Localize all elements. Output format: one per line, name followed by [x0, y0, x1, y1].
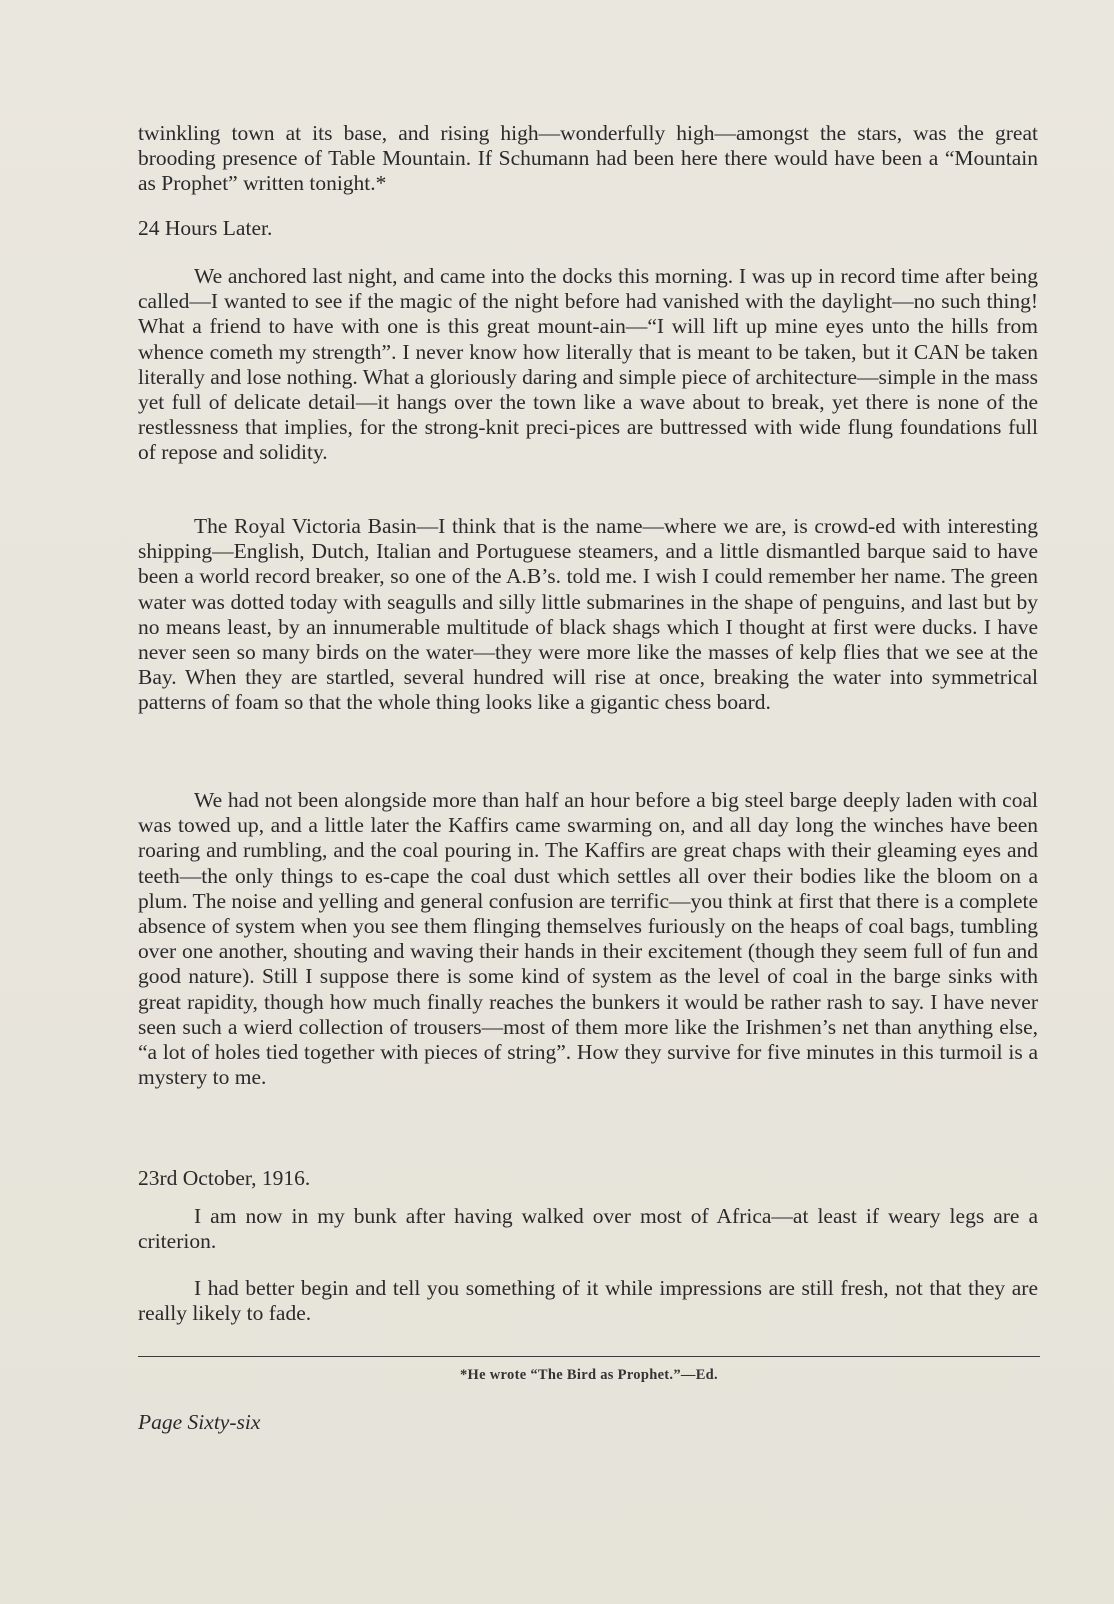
paragraph-text: The Royal Victoria Basin—I think that is the name—where we are, is crowd-ed with interesting shipping—English, Dutch, Italian and Portuguese steamers, and a little dismantled barque said to have been a world record breaker, so one of the A.B’s. told me. I wish I could remember her name. The green water was dotted today with seagulls and silly little submarines in the shape of penguins, and last but by no means least, by an innumerable multitude of black shags which I thought at first were ducks. I have never seen so many birds on the water—they were more like the masses of kelp flies that we see at the Bay. When they are startled, several hundred will rise at once, breaking the water into symmetrical patterns of foam so that the whole thing looks like a gigantic chess board. — [138, 514, 1038, 715]
paragraph-text: We anchored last night, and came into the docks this morning. I was up in record time after being called—I wanted to see if the magic of the night before had vanished with the daylight—no such thing! What a friend to have with one is this great mount-ain—“I will lift up mine eyes unto the hills from whence cometh my strength”. I never know how literally that is meant to be taken, but it CAN be taken literally and lose nothing. What a gloriously daring and simple piece of architecture—simple in the mass yet full of delicate detail—it hangs over the town like a wave about to break, yet there is none of the restlessness that implies, for the strong-knit preci-pices are buttressed with wide flung foundations full of repose and solidity. — [138, 264, 1038, 465]
paragraph-text: I am now in my bunk after having walked over most of Africa—at least if weary legs are a criterion. — [138, 1204, 1038, 1254]
paragraph-table-mountain — [138, 121, 1038, 197]
footnote-divider — [138, 1356, 1040, 1357]
entry-heading-text: 24 Hours Later. — [138, 216, 273, 240]
paragraph-royal-victoria-basin — [138, 514, 1038, 716]
paragraph-bunk — [138, 1204, 1038, 1254]
paragraph-text: twinkling town at its base, and rising high—wonderfully high—amongst the stars, was the great brooding presence of Table Mountain. If Schumann had been here there would have been a “Mountain as Prophet” written tonight.* — [138, 121, 1038, 196]
paragraph-text: I had better begin and tell you something of it while impressions are still fresh, not that they are really likely to fade. — [138, 1276, 1038, 1326]
paragraph-anchored — [138, 264, 1038, 466]
paragraph-impressions — [138, 1276, 1038, 1326]
entry-heading-24-hours-later — [138, 216, 1038, 241]
entry-heading-23rd-october — [138, 1166, 1038, 1191]
paragraph-text: We had not been alongside more than half an hour before a big steel barge deeply laden with coal was towed up, and a little later the Kaffirs came swarming on, and all day long the winches have been roaring and rumbling, and the coal pouring in. The Kaffirs are great chaps with their gleaming eyes and teeth—the only things to es-cape the coal dust which settles all over their bodies like the bloom on a plum. The noise and yelling and general confusion are terrific—you think at first that there is a complete absence of system when you see them flinging themselves furiously on the heaps of coal bags, tumbling over one another, shouting and waving their hands in their excitement (though they seem full of fun and good nature). Still I suppose there is some kind of system as the level of coal in the barge sinks with great rapidity, though how much finally reaches the bunkers it would be rather rash to say. I have never seen such a wierd collection of trousers—most of them more like the Irishmen’s net than anything else, “a lot of holes tied together with pieces of string”. How they survive for five minutes in this turmoil is a mystery to me. — [138, 788, 1038, 1090]
footnote: *He wrote “The Bird as Prophet.”—Ed. — [460, 1367, 718, 1383]
paragraph-coal-barge — [138, 788, 1038, 1090]
page-number: Page Sixty-six — [138, 1410, 261, 1434]
entry-heading-text: 23rd October, 1916. — [138, 1166, 311, 1190]
